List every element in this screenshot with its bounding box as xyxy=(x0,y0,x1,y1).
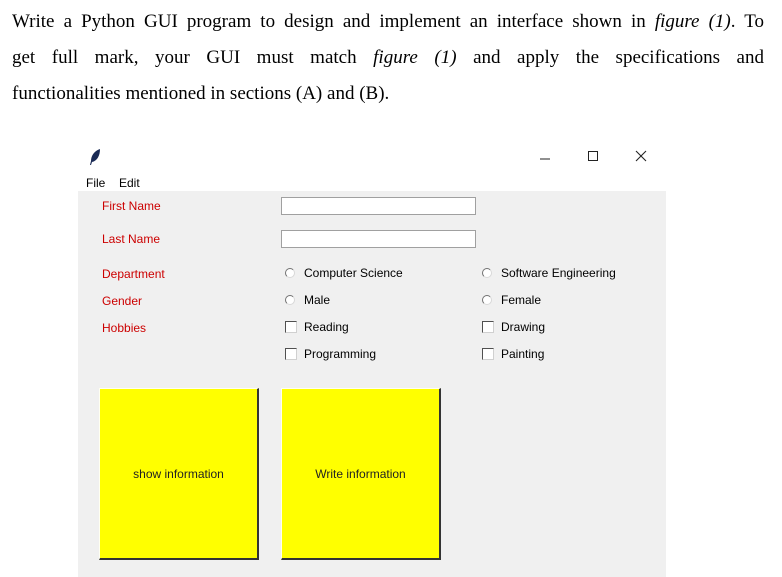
maximize-button[interactable] xyxy=(578,144,608,168)
checkbox-box xyxy=(285,321,297,333)
checkbox-label: Painting xyxy=(501,347,545,361)
checkbox-box xyxy=(482,348,494,360)
menu-file[interactable]: File xyxy=(86,176,106,190)
hobbies-label: Hobbies xyxy=(102,321,147,335)
question-text xyxy=(12,4,764,112)
hobby-checkbox-programming[interactable] xyxy=(285,347,376,361)
write-information-button[interactable]: Write information xyxy=(281,388,441,560)
hobby-checkbox-drawing[interactable] xyxy=(482,320,545,334)
checkbox-box xyxy=(482,321,494,333)
department-radio-software-engineering[interactable] xyxy=(482,266,616,280)
first-name-label: First Name xyxy=(102,199,161,213)
question-line-3: functionalities mentioned in sections (A) and (B). xyxy=(12,83,390,104)
feather-icon xyxy=(88,148,102,166)
department-radio-computer-science[interactable] xyxy=(285,266,403,280)
radio-label: Male xyxy=(304,293,331,307)
form-area xyxy=(78,191,666,577)
maximize-icon xyxy=(587,150,599,162)
gender-radio-female[interactable] xyxy=(482,293,541,307)
minimize-icon xyxy=(539,150,551,162)
question-line-2: get full mark, your GUI must match figure (1) and apply the specifications and xyxy=(12,47,764,68)
close-icon xyxy=(635,150,647,162)
title-bar[interactable] xyxy=(78,140,666,172)
checkbox-label: Reading xyxy=(304,320,349,334)
radio-label: Software Engineering xyxy=(501,266,616,280)
app-window xyxy=(78,140,666,577)
radio-circle xyxy=(482,295,492,305)
gender-label: Gender xyxy=(102,294,143,308)
radio-circle xyxy=(482,268,492,278)
hobby-checkbox-painting[interactable] xyxy=(482,347,544,361)
last-name-input[interactable] xyxy=(281,230,476,248)
gender-radio-male[interactable] xyxy=(285,293,330,307)
radio-label: Female xyxy=(501,293,542,307)
department-label: Department xyxy=(102,267,165,281)
menu-edit[interactable]: Edit xyxy=(119,176,140,190)
checkbox-box xyxy=(285,348,297,360)
radio-circle xyxy=(285,295,295,305)
checkbox-label: Drawing xyxy=(501,320,546,334)
question-line-1: Write a Python GUI program to design and implement an interface shown in figure (1). To xyxy=(12,11,765,32)
radio-label: Computer Science xyxy=(304,266,403,280)
radio-circle xyxy=(285,268,295,278)
close-button[interactable] xyxy=(626,144,656,168)
hobby-checkbox-reading[interactable] xyxy=(285,320,349,334)
show-information-button[interactable]: show information xyxy=(99,388,259,560)
last-name-label: Last Name xyxy=(102,232,161,246)
first-name-input[interactable] xyxy=(281,197,476,215)
menu-bar xyxy=(78,172,666,192)
minimize-button[interactable] xyxy=(530,144,560,168)
checkbox-label: Programming xyxy=(304,347,377,361)
